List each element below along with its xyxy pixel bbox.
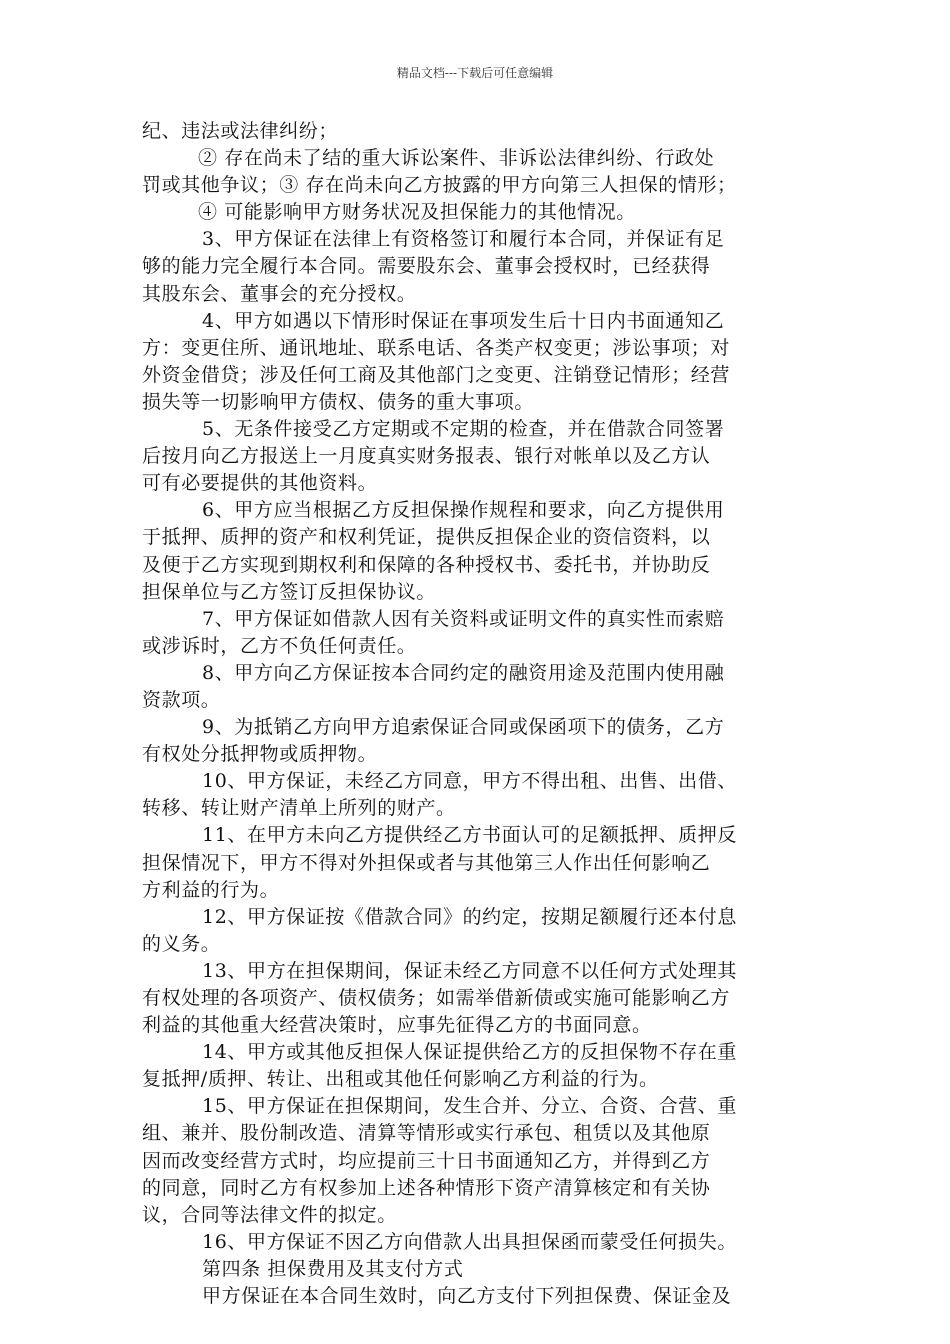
text-line: 11、在甲方未向乙方提供经乙方书面认可的足额抵押、质押反 [202,824,737,847]
text-line: 12、甲方保证按《借款合同》的约定，按期足额履行还本付息 [202,905,737,928]
page-header: 精品文档---下载后可任意编辑 [396,66,554,80]
text-line: 9、为抵销乙方向甲方追索保证合同或保函项下的债务，乙方 [202,716,725,739]
text-line: 10、甲方保证，未经乙方同意，甲方不得出租、出售、出借、 [202,770,737,793]
text-line: 15、甲方保证在担保期间，发生合并、分立、合资、合营、重 [202,1095,737,1118]
text-line: 14、甲方或其他反担保人保证提供给乙方的反担保物不存在重 [202,1041,737,1064]
text-line: 有权处理的各项资产、债权债务；如需举借新债或实施可能影响乙方 [142,987,731,1009]
text-line: 外资金借贷；涉及任何工商及其他部门之变更、注销登记情形；经营 [142,363,731,386]
text-line: 5、无条件接受乙方定期或不定期的检查，并在借款合同签署 [202,418,725,441]
text-line: 罚或其他争议；③ 存在尚未向乙方披露的甲方向第三人担保的情形； [142,174,737,197]
text-line: 或涉诉时，乙方不负任何责任。 [142,634,417,657]
text-line: 后按月向乙方报送上一月度真实财务报表、银行对帐单以及乙方认 [142,445,711,468]
text-line: 方利益的行为。 [142,878,280,901]
text-line: 够的能力完全履行本合同。需要股东会、董事会授权时，已经获得 [142,255,711,278]
text-line: 于抵押、质押的资产和权利凭证，提供反担保企业的资信资料，以 [142,526,711,549]
text-line: 担保情况下，甲方不得对外担保或者与其他第三人作出任何影响乙 [142,851,711,874]
text-line: 的义务。 [142,932,221,955]
text-line: 转移、转让财产清单上所列的财产。 [142,797,456,820]
text-line: 因而改变经营方式时，均应提前三十日书面通知乙方，并得到乙方 [142,1149,711,1172]
text-line: 13、甲方在担保期间，保证未经乙方同意不以任何方式处理其 [202,959,737,982]
text-line: 8、甲方向乙方保证按本合同约定的融资用途及范围内使用融 [202,661,725,684]
text-line: 其股东会、董事会的充分授权。 [142,282,417,305]
text-line: 议，合同等法律文件的拟定。 [142,1203,397,1226]
text-line: 及便于乙方实现到期权利和保障的各种授权书、委托书，并协助反 [142,553,711,576]
text-line: 组、兼并、股份制改造、清算等情形或实行承包、租赁以及其他原 [142,1122,711,1145]
text-line: 甲方保证在本合同生效时，向乙方支付下列担保费、保证金及 [202,1285,732,1308]
text-line: 担保单位与乙方签订反担保协议。 [142,580,437,603]
text-line: 3、甲方保证在法律上有资格签订和履行本合同，并保证有足 [202,228,725,251]
text-line: 第四条 担保费用及其支付方式 [202,1257,464,1280]
text-line: ② 存在尚未了结的重大诉讼案件、非诉讼法律纠纷、行政处 [198,147,715,170]
text-line: 7、甲方保证如借款人因有关资料或证明文件的真实性而索赔 [202,607,725,630]
document-body [142,118,810,1310]
text-line: ④ 可能影响甲方财务状况及担保能力的其他情况。 [198,201,636,224]
text-line: 6、甲方应当根据乙方反担保操作规程和要求，向乙方提供用 [202,499,725,522]
text-line: 利益的其他重大经营决策时，应事先征得乙方的书面同意。 [142,1014,652,1037]
text-line: 方：变更住所、通讯地址、联系电话、各类产权变更；涉讼事项；对 [142,336,731,359]
text-line: 16、甲方保证不因乙方向借款人出具担保函而蒙受任何损失。 [202,1230,737,1253]
text-line: 资款项。 [142,688,221,711]
text-line: 有权处分抵押物或质押物。 [142,743,378,766]
text-line: 可有必要提供的其他资料。 [142,472,378,495]
text-line: 复抵押/质押、转让、出租或其他任何影响乙方利益的行为。 [142,1068,659,1091]
text-line: 纪、违法或法律纠纷； [142,120,339,142]
text-line: 4、甲方如遇以下情形时保证在事项发生后十日内书面通知乙 [202,309,725,332]
text-line: 的同意，同时乙方有权参加上述各种情形下资产清算核定和有关协 [142,1176,711,1199]
text-line: 损失等一切影响甲方债权、债务的重大事项。 [142,390,535,413]
